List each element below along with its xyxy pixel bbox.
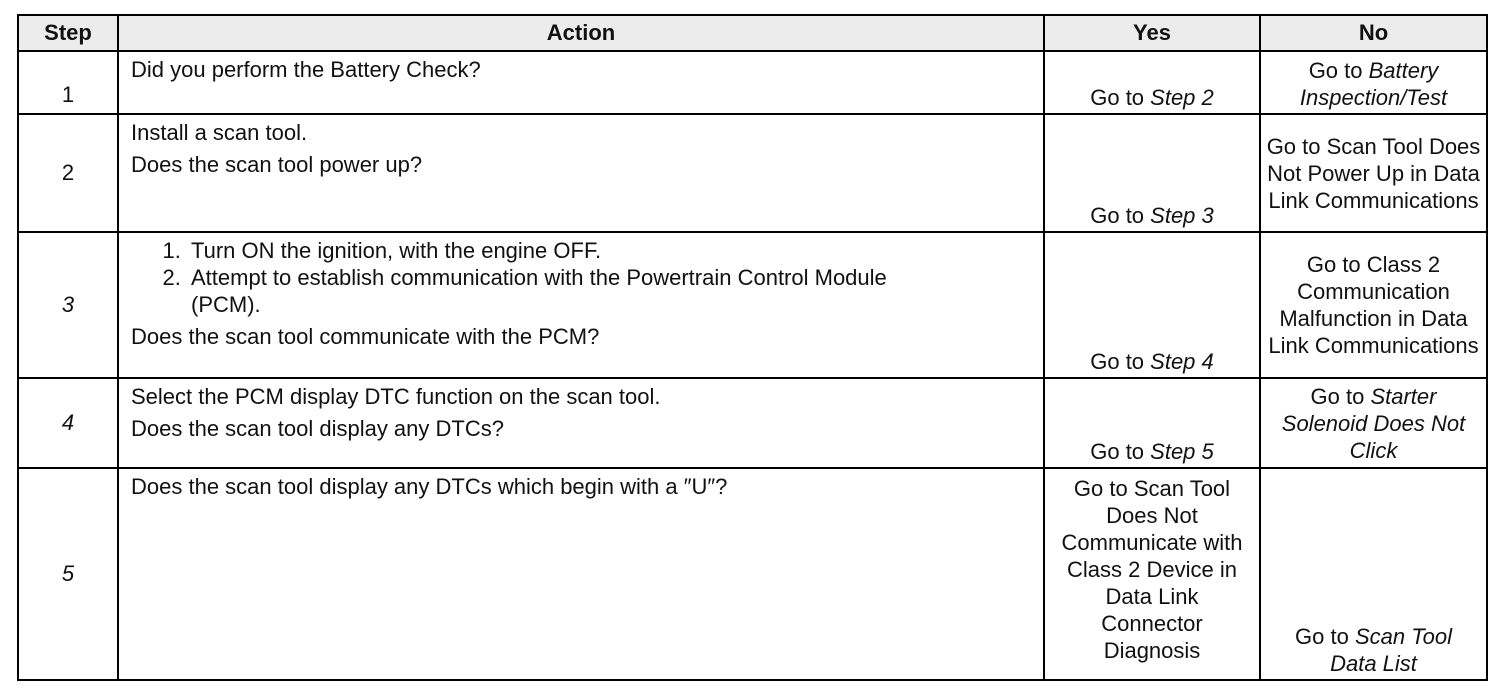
action-cell	[118, 378, 1044, 468]
numbered-steps	[131, 237, 1033, 318]
yes-cell	[1044, 378, 1260, 468]
numbered-step: 2. Attempt to establish communication with the Powertrain Control Module (PCM).	[187, 264, 951, 318]
step-number: 5	[18, 468, 118, 680]
yes-prefix: Go to	[1090, 203, 1151, 228]
no-cell	[1260, 468, 1487, 680]
action-question: Does the scan tool power up?	[131, 152, 423, 177]
header-step: Step	[18, 15, 118, 51]
header-yes: Yes	[1044, 15, 1260, 51]
no-link[interactable]: Battery Inspection/Test	[1299, 58, 1448, 110]
action-cell	[118, 51, 1044, 114]
no-prefix: Go to	[1308, 58, 1369, 83]
table-row	[18, 378, 1487, 468]
action-cell	[118, 468, 1044, 680]
yes-step-link[interactable]: Step 2	[1150, 85, 1214, 110]
step-number: 4	[18, 378, 118, 468]
yes-cell	[1044, 114, 1260, 232]
yes-prefix: Go to	[1090, 85, 1151, 110]
yes-cell	[1044, 51, 1260, 114]
numbered-step: 1. Turn ON the ignition, with the engine OFF.	[187, 237, 1033, 264]
action-cell	[118, 232, 1044, 378]
yes-cell	[1044, 232, 1260, 378]
step-number: 3	[18, 232, 118, 378]
no-cell	[1260, 378, 1487, 468]
no-cell: Go to Scan Tool Does Not Power Up in Data Link Communications	[1260, 114, 1487, 232]
no-cell: Go to Class 2 Communication Malfunction in Data Link Communications	[1260, 232, 1487, 378]
step-number: 2	[18, 114, 118, 232]
no-prefix: Go to	[1295, 624, 1355, 649]
yes-prefix: Go to	[1090, 439, 1151, 464]
action-cell	[118, 114, 1044, 232]
action-text: Did you perform the Battery Check?	[131, 57, 481, 82]
header-action: Action	[118, 15, 1044, 51]
yes-cell: Go to Scan Tool Does Not Communicate with Class 2 Device in Data Link Connector Diagnosis	[1044, 468, 1260, 680]
no-link[interactable]: Scan Tool Data List	[1330, 624, 1452, 676]
yes-step-link[interactable]: Step 3	[1150, 203, 1214, 228]
step-number	[18, 51, 118, 114]
table-row	[18, 51, 1487, 114]
table-row	[18, 114, 1487, 232]
no-link[interactable]: Starter Solenoid Does Not Click	[1281, 383, 1466, 463]
no-prefix: Go to	[1310, 383, 1371, 409]
table-row	[18, 232, 1487, 378]
action-text: Install a scan tool.	[131, 120, 308, 145]
header-no: No	[1260, 15, 1487, 51]
action-question: Does the scan tool display any DTCs?	[131, 416, 504, 441]
yes-step-link[interactable]: Step 4	[1150, 349, 1214, 374]
yes-prefix: Go to	[1090, 349, 1151, 374]
step-number-text: 1	[61, 81, 75, 107]
header-row	[18, 15, 1487, 51]
no-cell	[1260, 51, 1487, 114]
action-question: Does the scan tool display any DTCs which begin with a ″U″?	[131, 474, 728, 499]
diagnostic-table	[17, 14, 1488, 681]
table-row	[18, 468, 1487, 680]
action-text: Select the PCM display DTC function on the scan tool.	[131, 384, 661, 409]
action-question: Does the scan tool communicate with the PCM?	[131, 324, 600, 349]
yes-step-link[interactable]: Step 5	[1150, 439, 1214, 464]
